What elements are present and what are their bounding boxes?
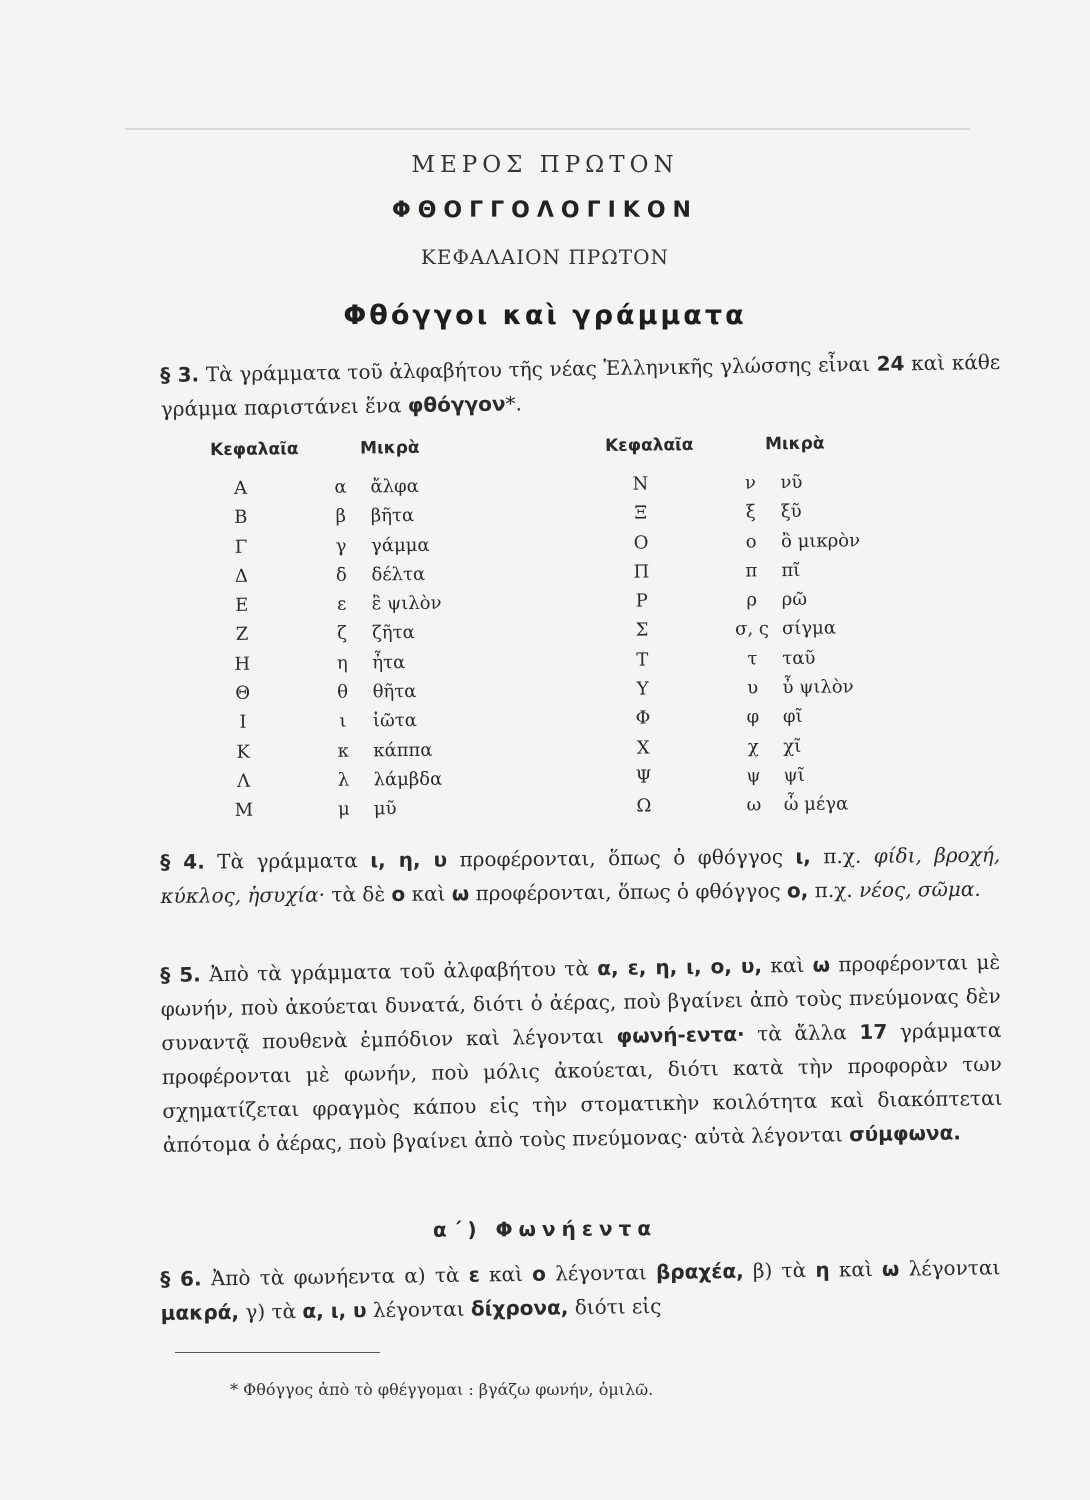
text: Ἀπὸ τὰ γράμματα τοῦ ἀλφαβήτου τὰ <box>200 956 598 987</box>
capital-letter: Ρ <box>635 590 648 612</box>
small-letter: λ <box>337 769 350 791</box>
paragraph-number: § 5. <box>160 962 201 987</box>
letter-name: σίγμα <box>781 618 837 640</box>
text: *. <box>505 391 523 416</box>
bold-text: ο, <box>786 878 809 903</box>
letter-row <box>624 793 914 825</box>
capital-letter: Ω <box>636 795 652 817</box>
letter-row <box>221 534 501 566</box>
capital-letter: Γ <box>234 536 248 558</box>
text: Τὰ γράμματα <box>204 848 371 874</box>
letter-row <box>621 559 911 591</box>
letter-name: γάμμα <box>371 534 430 557</box>
capital-letter: Φ <box>635 707 651 730</box>
paragraph-3 <box>160 345 1001 426</box>
letter-row <box>221 504 501 536</box>
small-letter: ε <box>336 593 347 615</box>
bold-text: 17 <box>859 1019 888 1045</box>
text: γ) τὰ <box>238 1299 303 1324</box>
header-small: Μικρὰ <box>764 433 825 455</box>
bold-text: ο <box>391 881 406 906</box>
alphabet-table <box>210 432 984 840</box>
letter-row <box>622 647 912 679</box>
letter-name: δέλτα <box>371 563 426 586</box>
small-letter: ν <box>744 472 757 494</box>
paragraph-number: § 6. <box>160 1266 202 1291</box>
letter-row <box>623 764 913 796</box>
letter-name: θῆτα <box>372 681 417 703</box>
capital-letter: Μ <box>234 799 254 822</box>
bold-text: ι, <box>795 844 811 869</box>
letter-row <box>622 617 912 649</box>
small-letter: ο <box>745 530 757 553</box>
text: προφέρονται, ὅπως ὁ φθόγγος <box>469 878 788 906</box>
bold-text: βραχέα, <box>655 1258 744 1285</box>
letter-name: φῖ <box>782 706 803 728</box>
text: λέγονται <box>366 1296 472 1323</box>
small-letter: θ <box>337 681 349 703</box>
capital-letter: Τ <box>636 649 649 671</box>
top-rule <box>125 128 970 130</box>
small-letter: ξ <box>745 501 756 523</box>
letter-name: ἒ ψιλὸν <box>371 592 442 615</box>
letter-row <box>620 471 910 503</box>
small-letter: δ <box>335 564 347 586</box>
letter-row <box>222 651 502 683</box>
small-letter: β <box>335 505 347 528</box>
small-letter: χ <box>747 736 759 758</box>
letter-name: ὦ μέγα <box>783 793 849 816</box>
capital-letter: Ο <box>633 532 649 554</box>
header-small: Μικρὰ <box>359 437 420 459</box>
small-letter: μ <box>337 798 350 821</box>
capital-letter: Χ <box>636 737 650 759</box>
letter-name: ζῆτα <box>371 622 415 644</box>
small-letter: ι <box>339 711 347 733</box>
letter-name: μῦ <box>373 798 397 820</box>
paragraph-number: § 3. <box>160 362 200 387</box>
letter-name: ταῦ <box>782 647 816 669</box>
italic-text: φίδι, βροχή, κύκλος, ἡσυχία· <box>160 842 1001 908</box>
paragraph-4 <box>160 838 1001 913</box>
small-letter: κ <box>337 740 349 762</box>
subheading-vowels: α΄) Φωνήεντα <box>432 1216 658 1242</box>
text: καὶ κάθε γράμμα παριστάνει ἕνα <box>160 349 1001 421</box>
capital-letter: Ψ <box>635 766 652 788</box>
text: π.χ. <box>810 843 874 869</box>
capital-letter: Α <box>233 477 248 499</box>
letter-name: χῖ <box>783 735 802 757</box>
letter-name: ρῶ <box>781 589 808 611</box>
text: καὶ <box>829 1256 883 1282</box>
main-heading: Φθόγγοι καὶ γράμματα <box>343 300 747 331</box>
text: Ἀπὸ τὰ φωνήεντα α) τὰ <box>201 1262 469 1291</box>
text: προφέρονται μὲ φωνήν, ποὺ ἀκούεται δυνατά, διότι ὁ ἀέρας, ποὺ βγαίνει ἀπὸ τοὺς πνεύμονας δὲν συναντᾷ πουθενὰ ἐμπόδιον καὶ λέγονται <box>160 949 1001 1055</box>
capital-letter: Β <box>234 507 248 529</box>
small-letter: π <box>745 560 758 582</box>
capital-letter: Ε <box>235 594 249 617</box>
capital-letter: Θ <box>235 682 251 704</box>
small-letter: σ, ς <box>734 618 770 641</box>
letter-name: ὂ μικρὸν <box>780 529 861 552</box>
capital-letter: Η <box>234 653 251 675</box>
text: καὶ <box>479 1261 533 1287</box>
capital-letter: Σ <box>635 620 649 642</box>
chapter-title: ΚΕΦΑΛΑΙΟΝ ΠΡΩΤΟΝ <box>420 245 670 269</box>
letter-row <box>621 500 911 532</box>
letter-name: κάππα <box>373 739 433 762</box>
text: τὰ ἄλλα <box>744 1020 860 1046</box>
letter-name: ἄλφα <box>370 475 419 498</box>
section-title: ΦΘΟΓΓΟΛΟΓΙΚΟΝ <box>392 198 698 223</box>
bold-text: η <box>815 1257 830 1282</box>
header-caps: Κεφαλαῖα <box>604 435 694 456</box>
small-letter: γ <box>335 535 347 557</box>
letter-name: πῖ <box>781 559 801 582</box>
capital-letter: Ν <box>632 473 649 495</box>
letter-name: ξῦ <box>780 501 802 523</box>
text: τὰ δὲ <box>324 881 392 907</box>
bold-text: ι, η, υ <box>370 847 448 873</box>
letter-name: ψῖ <box>783 764 805 787</box>
letter-name: ὖ ψιλὸν <box>782 676 854 699</box>
text: β) τὰ <box>743 1257 816 1283</box>
letter-name: λάμβδα <box>373 768 443 791</box>
bold-text: σύμφωνα. <box>848 1120 962 1147</box>
letter-row <box>223 768 503 800</box>
paragraph-6 <box>160 1250 1001 1330</box>
bold-text: μακρά, <box>160 1299 240 1325</box>
italic-text: νέος, σῶμα. <box>858 876 981 902</box>
capital-letter: Δ <box>234 565 249 587</box>
capital-letter: Ζ <box>235 624 249 646</box>
bold-text: φωνή-εντα· <box>616 1021 745 1048</box>
letter-name: ἰῶτα <box>372 710 417 732</box>
letter-row <box>623 705 913 737</box>
text: Τὰ γράμματα τοῦ ἀλφαβήτου τῆς νέας Ἑλληνικῆς γλώσσης εἶναι <box>198 351 877 387</box>
alphabet-column-right <box>604 433 914 826</box>
letter-row <box>623 734 913 766</box>
bold-text: 24 <box>876 351 905 376</box>
footnote: * Φθόγγος ἀπὸ τὸ φθέγγομαι : βγάζω φωνήν, ὁμιλῶ. <box>230 1380 654 1399</box>
capital-letter: Λ <box>236 770 251 792</box>
letter-row <box>220 475 500 507</box>
text: λέγονται <box>899 1255 1001 1281</box>
small-letter: η <box>336 652 348 674</box>
text: π.χ. <box>808 877 860 903</box>
small-letter: υ <box>747 677 759 699</box>
letter-name: βῆτα <box>370 505 415 527</box>
bold-text: ε <box>468 1262 480 1287</box>
capital-letter: Υ <box>636 678 649 700</box>
text: διότι εἰς <box>568 1294 662 1320</box>
alphabet-column-left <box>210 437 504 829</box>
small-letter: α <box>334 476 347 498</box>
bold-text: φθόγγον <box>407 391 506 418</box>
paragraph-number: § 4. <box>160 849 205 874</box>
bold-text: α, ι, υ <box>302 1298 367 1324</box>
header-caps: Κεφαλαῖα <box>210 439 299 461</box>
text: καὶ <box>761 952 813 978</box>
letter-row <box>221 563 501 595</box>
small-letter: τ <box>747 648 758 670</box>
letter-row <box>223 739 503 771</box>
letter-name: ἦτα <box>372 651 406 674</box>
letter-row <box>222 622 502 654</box>
letter-row <box>222 592 502 624</box>
letter-row <box>223 680 503 712</box>
small-letter: ω <box>746 794 762 816</box>
text: λέγονται <box>545 1260 657 1286</box>
small-letter: ψ <box>746 765 761 787</box>
text: προφέρονται, ὅπως ὁ φθόγγος <box>447 844 796 872</box>
paragraph-5 <box>160 945 1003 1162</box>
letter-row <box>224 797 504 829</box>
bold-text: ω <box>881 1256 900 1281</box>
small-letter: φ <box>746 706 760 728</box>
letter-name: νῦ <box>780 471 803 494</box>
bold-text: ω <box>812 952 831 977</box>
capital-letter: Π <box>633 561 650 583</box>
bold-text: ω <box>451 881 470 906</box>
bold-text: α, ε, η, ι, ο, υ, <box>597 953 763 981</box>
small-letter: ρ <box>746 589 758 611</box>
letter-row <box>623 676 913 708</box>
capital-letter: Ξ <box>634 502 648 524</box>
footnote-rule <box>175 1352 380 1353</box>
letter-row <box>622 588 912 620</box>
letter-row <box>621 529 911 561</box>
bold-text: ο <box>531 1261 547 1286</box>
part-title: ΜΕΡΟΣ ΠΡΩΤΟΝ <box>411 152 679 178</box>
capital-letter: Κ <box>236 741 251 763</box>
small-letter: ζ <box>337 623 348 645</box>
text: γράμματα προφέρονται μὲ φωνήν, ποὺ μόλις ἀκούεται, διότι κατὰ τὴν προφορὰν των σχηματίζεται φραγμὸς κάπου εἰς τὴν στοματικὴν κοιλότητα καὶ διακόπτεται ἀπότομα ὁ ἀέρας, ποὺ βγαίνει ἀπὸ τοὺς πνεύμονας· αὐτὰ λέγονται <box>161 1017 1003 1157</box>
capital-letter: Ι <box>239 712 247 734</box>
bold-text: δίχρονα, <box>470 1295 569 1321</box>
text: καὶ <box>405 881 452 906</box>
letter-row <box>223 709 503 741</box>
